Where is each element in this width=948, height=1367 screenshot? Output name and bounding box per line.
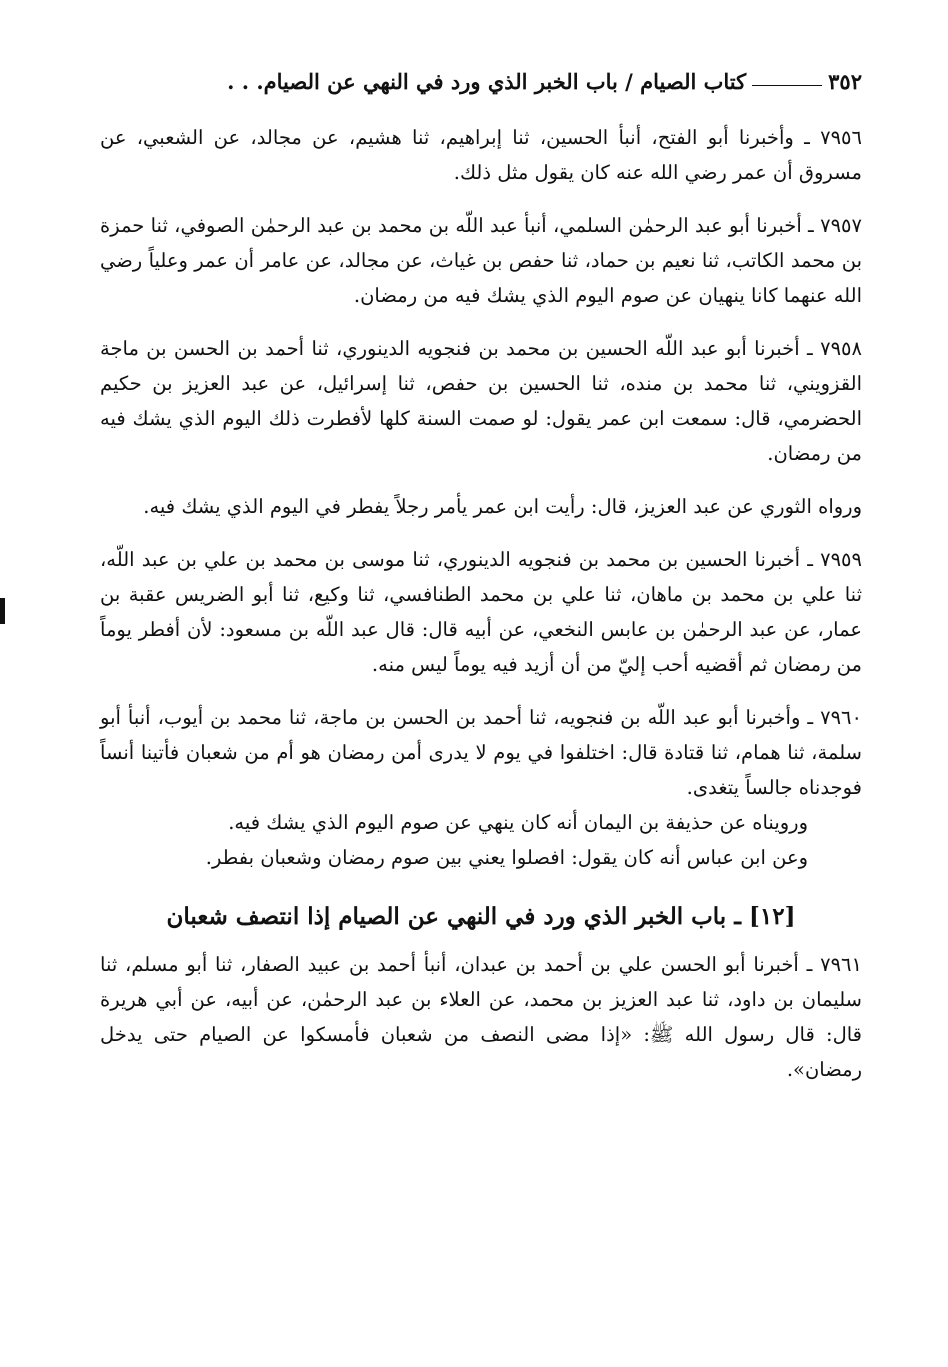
hadith-7957: ٧٩٥٧ ـ أخبرنا أبو عبد الرحمٰن السلمي، أنبأ عبد اللّه بن محمد بن عبد الرحمٰن الصوفي، ثنا حمزة بن محمد الكاتب، ثنا نعيم بن حماد، ثنا حفص بن غياث، عن مجالد، عن عامر أن عمر وعلياً رضي الله عنهما كانا ينهيان عن صوم اليوم الذي يشك فيه من رمضان. [100, 214, 862, 307]
margin-mark [0, 598, 5, 624]
page [100, 60, 862, 1087]
header-title: كتاب الصيام / باب الخبر الذي ورد في النهي عن الصيام. . . [227, 69, 747, 94]
hudhayfa-narration: ورويناه عن حذيفة بن اليمان أنه كان ينهي عن صوم اليوم الذي يشك فيه. [228, 811, 808, 834]
hadith-7958: ٧٩٥٨ ـ أخبرنا أبو عبد اللّه الحسين بن محمد بن فنجويه الدينوري، ثنا أحمد بن الحسن بن ماجة القزويني، ثنا محمد بن منده، ثنا الحسين بن حفص، ثنا إسرائيل، عن عبد العزيز بن حكيم الحضرمي، قال: سمعت ابن عمر يقول: لو صمت السنة كلها لأفطرت ذلك اليوم الذي يشك فيه من رمضان. [100, 337, 862, 465]
hadith-7960: ٧٩٦٠ ـ وأخبرنا أبو عبد اللّه بن فنجويه، ثنا أحمد بن الحسن بن ماجة، ثنا محمد بن أيوب، أنبأ أبو سلمة، ثنا همام، ثنا قتادة قال: اختلفوا في يوم لا يدرى أمن رمضان هو أم من شعبان فأتينا أنساً فوجدناه جالساً يتغدى. [100, 706, 862, 799]
hadith-7961: ٧٩٦١ ـ أخبرنا أبو الحسن علي بن أحمد بن عبدان، أنبأ أحمد بن عبيد الصفار، ثنا أبو مسلم، ثنا سليمان بن داود، ثنا عبد العزيز بن محمد، عن العلاء بن عبد الرحمٰن، عن أبيه، عن أبي هريرة قال: قال رسول الله ﷺ: «إذا مضى النصف من شعبان فأمسكوا عن الصيام حتى يدخل رمضان». [100, 953, 862, 1081]
ibn-abbas-narration: وعن ابن عباس أنه كان يقول: افصلوا يعني بين صوم رمضان وشعبان بفطر. [205, 846, 808, 869]
hadith-7956: ٧٩٥٦ ـ وأخبرنا أبو الفتح، أنبأ الحسين، ثنا إبراهيم، ثنا هشيم، عن مجالد، عن الشعبي، عن مسروق أن عمر رضي الله عنه كان يقول مثل ذلك. [100, 126, 862, 184]
header-rule [752, 85, 822, 86]
running-header [100, 60, 862, 94]
hadith-7959: ٧٩٥٩ ـ أخبرنا الحسين بن محمد بن فنجويه الدينوري، ثنا موسى بن محمد بن علي بن عبد اللّه، ثنا علي بن محمد بن ماهان، ثنا علي بن محمد الطنافسي، ثنا وكيع، ثنا أبو الضريس عقبة بن عمار، عن عبد الرحمٰن بن عابس النخعي، عن أبيه قال: قال عبد اللّه بن مسعود: لأن أفطر يوماً من رمضان ثم أقضيه أحب إليّ من أن أزيد فيه يوماً ليس منه. [100, 548, 862, 676]
chapter-title: ـ باب الخبر الذي ورد في النهي عن الصيام إذا انتصف شعبان [166, 903, 741, 930]
thawri-narration: ورواه الثوري عن عبد العزيز، قال: رأيت ابن عمر يأمر رجلاً يفطر في اليوم الذي يشك فيه. [143, 495, 862, 518]
page-number: ٣٥٢ [828, 69, 862, 94]
chapter-number: [١٢] [748, 903, 796, 930]
chapter-heading [100, 897, 862, 937]
